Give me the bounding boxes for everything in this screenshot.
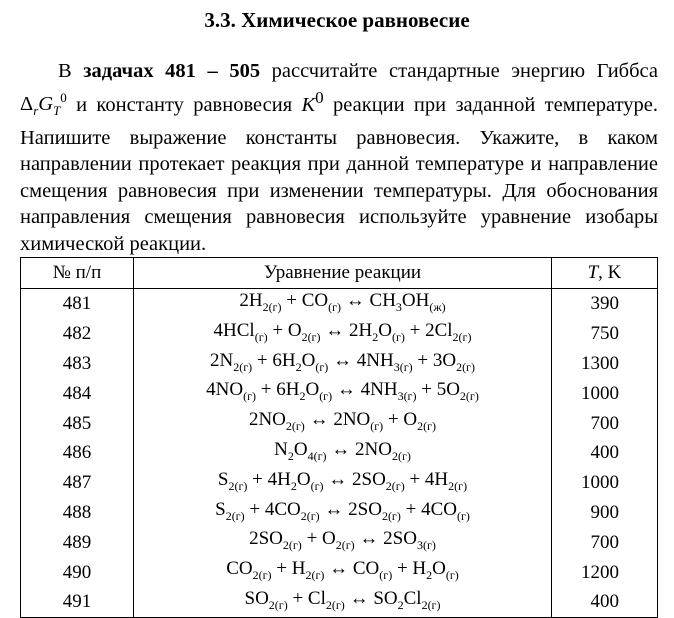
reaction-number: 488 [21, 498, 134, 528]
table-row [21, 498, 658, 528]
reaction-equation: $2H_{2(г)} + CO_{(г)}$ ↔ $CH_3OH_{(ж)}$ [134, 289, 552, 319]
reaction-number: 490 [21, 557, 134, 587]
reaction-equation: $4NO_{(г)} + 6H_2O_{(г)}$ ↔ $4NH_{3(г)} + 5O_{2(г)}$ [134, 378, 552, 408]
reaction-temperature: 900 [552, 498, 658, 528]
table-row [21, 587, 658, 617]
reactions-table [20, 257, 658, 618]
reaction-temperature: 700 [552, 527, 658, 557]
reaction-equation: $2SO_{2(г)} + O_{2(г)}$ ↔ $2SO_{3(г)}$ [134, 527, 552, 557]
intro-text: В [58, 60, 84, 82]
reaction-temperature: 1200 [552, 557, 658, 587]
reaction-temperature: 400 [552, 587, 658, 617]
section-title: 3.3. Химическое равновесие [204, 8, 470, 32]
para-text-1: рассчитайте стандартные энергию Гиббса [260, 60, 658, 82]
gibbs-energy-symbol [20, 90, 67, 119]
para-text-3: реакции при заданной температуре. Напишите выражение константы равновесия. Укажите, в каком направлении протекает реакция при данной температуре и направление смещения равновесия при изменении температуры. Для обоснования направления смещения равновесия используйте уравнение изобары химической реакции. [20, 93, 659, 255]
table-row [21, 378, 658, 408]
header-temp-unit: , K [598, 262, 622, 283]
reaction-equation: $N_2O_{4(г)}$ ↔ $2NO_{2(г)}$ [134, 438, 552, 468]
task-range: задачах 481 – 505 [83, 60, 261, 82]
reaction-equation: $2N_{2(г)} + 6H_2O_{(г)}$ ↔ $4NH_{3(г)} + 3O_{2(г)}$ [134, 349, 552, 379]
reaction-number: 491 [21, 587, 134, 617]
gibbs-sup-0: 0 [60, 90, 67, 106]
table-row [21, 349, 658, 379]
reaction-number: 483 [21, 349, 134, 379]
reaction-temperature: 1300 [552, 349, 658, 379]
reaction-temperature: 400 [552, 438, 658, 468]
header-num: № п/п [21, 258, 134, 289]
table-header-row [21, 258, 658, 289]
table-row [21, 289, 658, 319]
table-row [21, 527, 658, 557]
table-row [21, 438, 658, 468]
reaction-equation: $2NO_{2(г)}$ ↔ $2NO_{(г)} + O_{2(г)}$ [134, 408, 552, 438]
reaction-temperature: 390 [552, 289, 658, 319]
task-paragraph [20, 58, 658, 257]
reaction-number: 486 [21, 438, 134, 468]
reaction-number: 489 [21, 527, 134, 557]
reaction-equation: $S_{2(г)} + 4H_2O_{(г)}$ ↔ $2SO_{2(г)} + 4H_{2(г)}$ [134, 468, 552, 498]
constant-K: K [301, 93, 316, 116]
reaction-equation: $4HCl_{(г)} + O_{2(г)}$ ↔ $2H_2O_{(г)} + 2Cl_{2(г)}$ [134, 319, 552, 349]
para-text-2: и константу равновесия [66, 93, 302, 116]
table-body [21, 289, 658, 618]
reaction-temperature: 1000 [552, 468, 658, 498]
reaction-equation: $S_{2(г)} + 4CO_{2(г)}$ ↔ $2SO_{2(г)} + 4CO_{(г)}$ [134, 498, 552, 528]
reaction-temperature: 700 [552, 408, 658, 438]
gibbs-sub-T: T [53, 103, 61, 119]
header-temp [552, 258, 658, 289]
reaction-equation: $CO_{2(г)} + H_{2(г)}$ ↔ $CO_{(г)} + H_2O_{(г)}$ [134, 557, 552, 587]
table-row [21, 468, 658, 498]
header-temp-symbol: T [587, 262, 599, 283]
constant-K-sup: 0 [315, 87, 324, 107]
gibbs-G: G [38, 93, 54, 116]
reaction-temperature: 750 [552, 319, 658, 349]
reaction-number: 485 [21, 408, 134, 438]
reaction-number: 484 [21, 378, 134, 408]
table-row [21, 319, 658, 349]
table-row [21, 557, 658, 587]
reaction-number: 481 [21, 289, 134, 319]
reaction-equation: $SO_{2(г)} + Cl_{2(г)}$ ↔ $SO_2Cl_{2(г)}$ [134, 587, 552, 617]
table-row [21, 408, 658, 438]
reaction-number: 482 [21, 319, 134, 349]
reaction-number: 487 [21, 468, 134, 498]
gibbs-sub-r: r [33, 103, 39, 119]
header-equation: Уравнение реакции [134, 258, 552, 289]
gibbs-delta: Δ [20, 93, 34, 116]
reaction-temperature: 1000 [552, 378, 658, 408]
